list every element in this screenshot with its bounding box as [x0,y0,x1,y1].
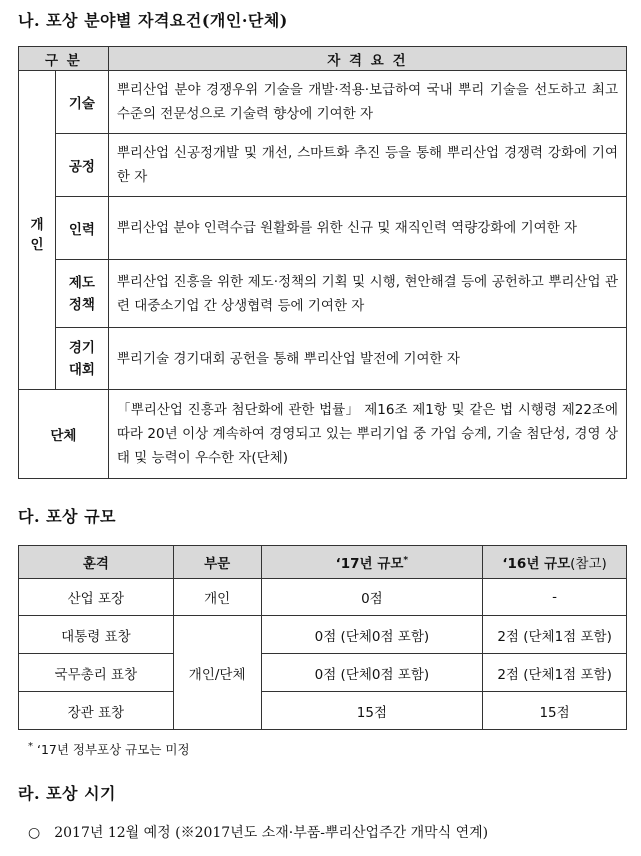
award-name: 국무총리 표창 [19,654,174,692]
division-value: 개인 [173,579,261,616]
award-name: 산업 포장 [19,579,174,616]
award-name: 대통령 표창 [19,616,174,654]
section-ra-title: 라. 포상 시기 [18,784,116,803]
header-2017-scale: ‘17년 규모* [261,546,483,579]
scale-2017: 0점 (단체0점 포함) [261,654,483,692]
header-category: 구 분 [19,47,109,71]
requirement-text: 뿌리산업 분야 인력수급 원활화를 위한 신규 및 재직인력 역량강화에 기여한 자 [108,197,626,260]
scale-2016: 2점 (단체1점 포함) [483,654,627,692]
field-label: 인력 [55,197,108,260]
header-requirements: 자 격 요 건 [108,47,626,71]
requirement-text: 뿌리산업 진흥을 위한 제도·정책의 기획 및 시행, 현안해결 등에 공헌하고 뿌리산업 관련 대중소기업 간 상생협력 등에 기여한 자 [108,260,626,328]
header-award: 훈격 [19,546,174,579]
group-requirement-text: 「뿌리산업 진흥과 첨단화에 관한 법률」 제16조 제1항 및 같은 법 시행령 제22조에 따라 20년 이상 계속하여 경영되고 있는 뿌리기업 중 가업 승계, 기술 첨단성, 경영 상태 및 능력이 우수한 자(단체) [108,390,626,479]
schedule-item [28,822,488,842]
requirement-text: 뿌리산업 신공정개발 및 개선, 스마트화 추진 등을 통해 뿌리산업 경쟁력 강화에 기여한 자 [108,134,626,197]
award-scale-table [18,545,627,730]
section-da-title: 다. 포상 규모 [18,507,116,526]
qualification-table [18,46,627,479]
field-label: 경기 대회 [55,328,108,390]
requirement-text: 뿌리기술 경기대회 공헌을 통해 뿌리산업 발전에 기여한 자 [108,328,626,390]
scale-2017: 15점 [261,692,483,730]
scale-2016: - [483,579,627,616]
requirement-text: 뿌리산업 분야 경쟁우위 기술을 개발·적용·보급하여 국내 뿌리 기술을 선도하고 최고수준의 전문성으로 기술력 향상에 기여한 자 [108,71,626,134]
header-2016-scale: ‘16년 규모(참고) [483,546,627,579]
scale-2016: 2점 (단체1점 포함) [483,616,627,654]
field-label: 제도 정책 [55,260,108,328]
header-division: 부문 [173,546,261,579]
individual-label: 개 인 [19,71,56,390]
scale-2016: 15점 [483,692,627,730]
scale-footnote: * ‘17년 정부포상 규모는 미정 [28,740,190,757]
group-label: 단체 [19,390,109,479]
bullet-circle-icon: ○ [28,825,41,841]
field-label: 공정 [55,134,108,197]
field-label: 기술 [55,71,108,134]
section-na-title: 나. 포상 분야별 자격요건(개인·단체) [18,11,288,30]
schedule-text: 2017년 12월 예정 (※2017년도 소재·부품-뿌리산업주간 개막식 연계) [54,825,489,841]
scale-2017: 0점 (단체0점 포함) [261,616,483,654]
scale-2017: 0점 [261,579,483,616]
award-name: 장관 표창 [19,692,174,730]
division-value: 개인/단체 [173,616,261,730]
